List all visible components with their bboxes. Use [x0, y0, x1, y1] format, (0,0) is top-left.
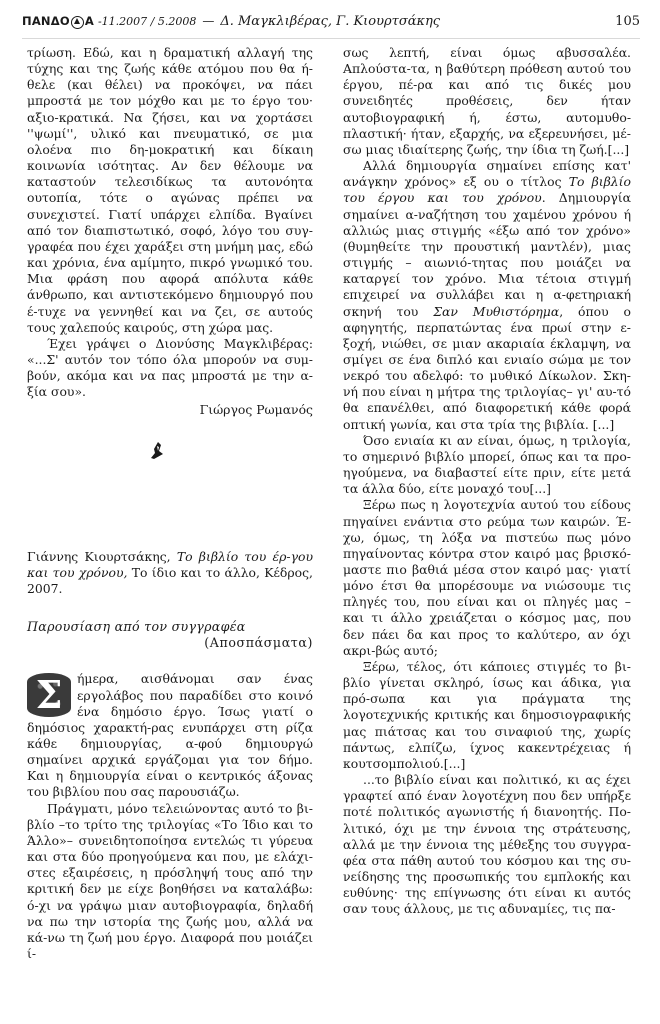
italic-novel-title: Σαν Μυθιστόρημα	[433, 303, 560, 319]
book-author: Γιάννης Κιουρτσάκης,	[27, 548, 171, 564]
logo-text-right: Α	[84, 14, 94, 28]
section-title: Παρουσίαση από τον συγγραφέα	[27, 619, 246, 635]
page-number: 105	[615, 14, 640, 29]
logo-text-left: ΠΑΝΔΟ	[22, 14, 70, 28]
issue-dates: -11.2007 / 5.2008	[97, 15, 197, 28]
fleuron-ornament-icon	[148, 441, 166, 461]
italic-book-title: Το βιβλίο του έργου και του χρόνου	[343, 174, 631, 206]
review-quote-paragraph: Έχει γράψει ο Διονύσης Μαγκλιβέρας: «...Σ' αυτόν τον τόπο όλα μπορούν να συμ-βούν, ακόμα και να πας μπροστά με την α-ξία σου».	[27, 335, 313, 400]
text-run: . Δημιουργία σημαίνει α-ναζήτηση του χαμένου χρόνου ή αλλιώς μιας στιγμής «έξω από τον χρόνο» (θυμηθείτε την προυστική μαντλέν), μιας στιγμής – αιωνιό-τητας που μοιάζει να καταργεί τον χρόνο. Μια τέτοια στιγμή επιχειρεί να συλλάβει και η α-φετηριακή σκηνή του	[343, 190, 631, 319]
body-paragraph: Ξέρω πως η λογοτεχνία αυτού του είδους πηγαίνει ενάντια στο ρεύμα των καιρών. Έ-χω, όμως, τη λόξα να πιστεύω πως μόνο πηγαίνοντας κόντρα στον καιρό μας βρισκό-μαστε πιο βαθιά μέσα στον καιρό μας· γιατί μόνο έτσι θα μπορέσουμε να νιώσουμε τις πληγές του, που είναι και οι πληγές μας – και τι άλλο χρειάζεται ο κόσμος μας, που δεν πάει δα και προς το καλύτερο, αν όχι ακρι-βώς αυτό;	[343, 497, 631, 658]
section-divider	[27, 419, 313, 549]
book-title: Το βιβλίο του έρ-γου και του χρόνου,	[27, 548, 313, 580]
body-paragraph	[343, 158, 631, 433]
intro-paragraph: ήμερα, αισθάνομαι σαν ένας εργολάβος που παραδίδει στο κοινό ένα δημόσιο έργο. Ίσως γιατί ο δημόσιος χαρακτή-ρας ενυπάρχει στη ρίζα κάθε δημιουργίας, α-φού δημιουργώ σημαίνει αρχικά εργάζομαι για τον δήμο. Και η δημιουργία είναι ο κεντρικός άξονας του βιβλίου που σας παρουσιάζω.	[27, 671, 313, 800]
text-run: , όπου ο αφηγητής, περπατώντας ένα πρωί στην ε-ξοχή, νιώθει, σε μιαν ακαριαία έκλαμψη, να σμίγει σε ένα διπλό και ενιαίο σώμα με τον νεκρό του αδελφό: το μυθικό Δίκωλον. Σκη-νή που είναι η μήτρα της τριλογίας– γι' αυ-τό θα επανέλθει, από διαφορετική κάθε φορά οπτική γωνία, και στα τρία της βιβλία. [...]	[343, 303, 631, 432]
dropcap-sigma-icon: Σ	[27, 673, 71, 717]
review-paragraph: τρίωση. Εδώ, και η δραματική αλλαγή της τύχης και της ζωής κάθε ατόμου που θα ή-θελε (και θέλει) να προκόψει, να πάει μπροστά με τον μόχθο και με το έργο του· αξιο-κρατικά. Να ζήσει, και να χορτάσει ''ψωμί'', υλικό και πνευματικό, σε μια ολοένα πιο δη-μοκρατική και δίκαιη κοινωνία ισότητας. Αν δεν θέλουμε να καταστούν τελεσιδίκως τα αυτονόητα ουτοπία, τότε ο αγώνας πρέπει να συνεχιστεί. Γιατί υπάρχει ελπίδα. Βγαίνει από τον διαπιστωτικό, σοφό, λόγο του συγ-γραφέα που έχει χαράξει στη μνήμη μας, εδώ και χρόνια, ένα αμίμητο, πικρό γνωμικό του. Μια φράση που αφορά απόλυτα κάθε άνθρωπο, και αντιστεκόμενο δημιουργό που έ-τυχε να γεννηθεί και να ζει, σε αυτούς τους χαλεπούς καιρούς, στη χώρα μας.	[27, 45, 313, 335]
dropcap-paragraph	[27, 671, 313, 800]
text-run: Αλλά δημιουργία σημαίνει επίσης κατ' ανάγκην χρόνος» εξ ου ο τίτλος	[343, 158, 631, 190]
book-publication: Το ίδιο και το άλλο, Κέδρος, 2007.	[27, 564, 313, 596]
header-authors: Δ. Μαγκλιβέρας, Γ. Κιουρτσάκης	[220, 14, 441, 29]
body-paragraph: Πράγματι, μόνο τελειώνοντας αυτό το βι-βλίο –το τρίτο της τριλογίας «Το Ίδιο και το Άλλο»– συνειδητοποίησα εντελώς τι γύρευα και στα δύο προηγούμενα και που, με ελάχι-στες εξαιρέσεις, η πρόσληψή τους από την κριτική δεν με είχε βοηθήσει να καταλάβω: ό-χι να γράψω μιαν αυτοβιογραφία, δηλαδή να πω την ιστορία της ζωής μου, αλλά να κά-νω τη ζωή μου έργο. Διαφορά που μοιάζει ί-	[27, 800, 313, 962]
review-signature: Γιώργος Ρωμανός	[199, 402, 313, 418]
body-paragraph: Ξέρω, τέλος, ότι κάποιες στιγμές το βι-βλίο γίνεται σκληρό, ίσως και άδικα, για πρό-σωπα και για πράγματα της λογοτεχνικής κριτικής και δημοσιογραφικής μας πιάτσας και του σιναφιού της, χωρίς πάντως, ελπίζω, ίχνος κακεντρέχειας ή κουτσομπολιού.[...]	[343, 658, 631, 771]
running-header	[22, 14, 640, 39]
left-column	[27, 45, 313, 962]
magazine-logo	[22, 14, 94, 28]
body-paragraph: Όσο ενιαία κι αν είναι, όμως, η τριλογία, το σημερινό βιβλίο μπορεί, όπως και τα προ-ηγούμενα, να διαβαστεί είτε πριν, είτε μετά τα άλλα δύο, είτε μοναχό του[...]	[343, 432, 631, 497]
header-dash: —	[202, 14, 215, 28]
book-citation	[27, 549, 313, 597]
body-paragraph: ...το βιβλίο είναι και πολιτικό, κι ας έχει γραφτεί από έναν λογοτέχνη που δεν υπήρξε ποτέ πολιτικός αγωνιστής ή διανοητής. Πο-λιτικό, όχι με την έννοια της στράτευσης, αλλά με την έννοια της μέθεξης του συγγρα-φέα στα πάθη αυτού του κόσμου και της συ-νείδησης της προσωπικής του εμπλοκής και ευθύνης· της επίγνωσης ότι είναι κι αυτός σαν τους άλλους, με τις αδυναμίες, τις πα-	[343, 772, 631, 917]
body-paragraph: σως λεπτή, είναι όμως αβυσσαλέα. Απλούστα-τα, η βαθύτερη πρόθεση αυτού του έργου, πέ-ρα και από τις δικές μου συνειδητές προθέσεις, δεν ήταν αυτοβιογραφική ή, έστω, αυτομυθο-πλαστική· ήταν, εξαρχής, να εξερευνήσει, μέ-σω μιας ιδιαίτερης ζωής, την ίδια τη ζωή.[...]	[343, 45, 631, 157]
right-column	[343, 45, 631, 917]
logo-circle-triangle-icon	[71, 16, 84, 29]
section-subtitle: (Αποσπάσματα)	[204, 635, 313, 651]
